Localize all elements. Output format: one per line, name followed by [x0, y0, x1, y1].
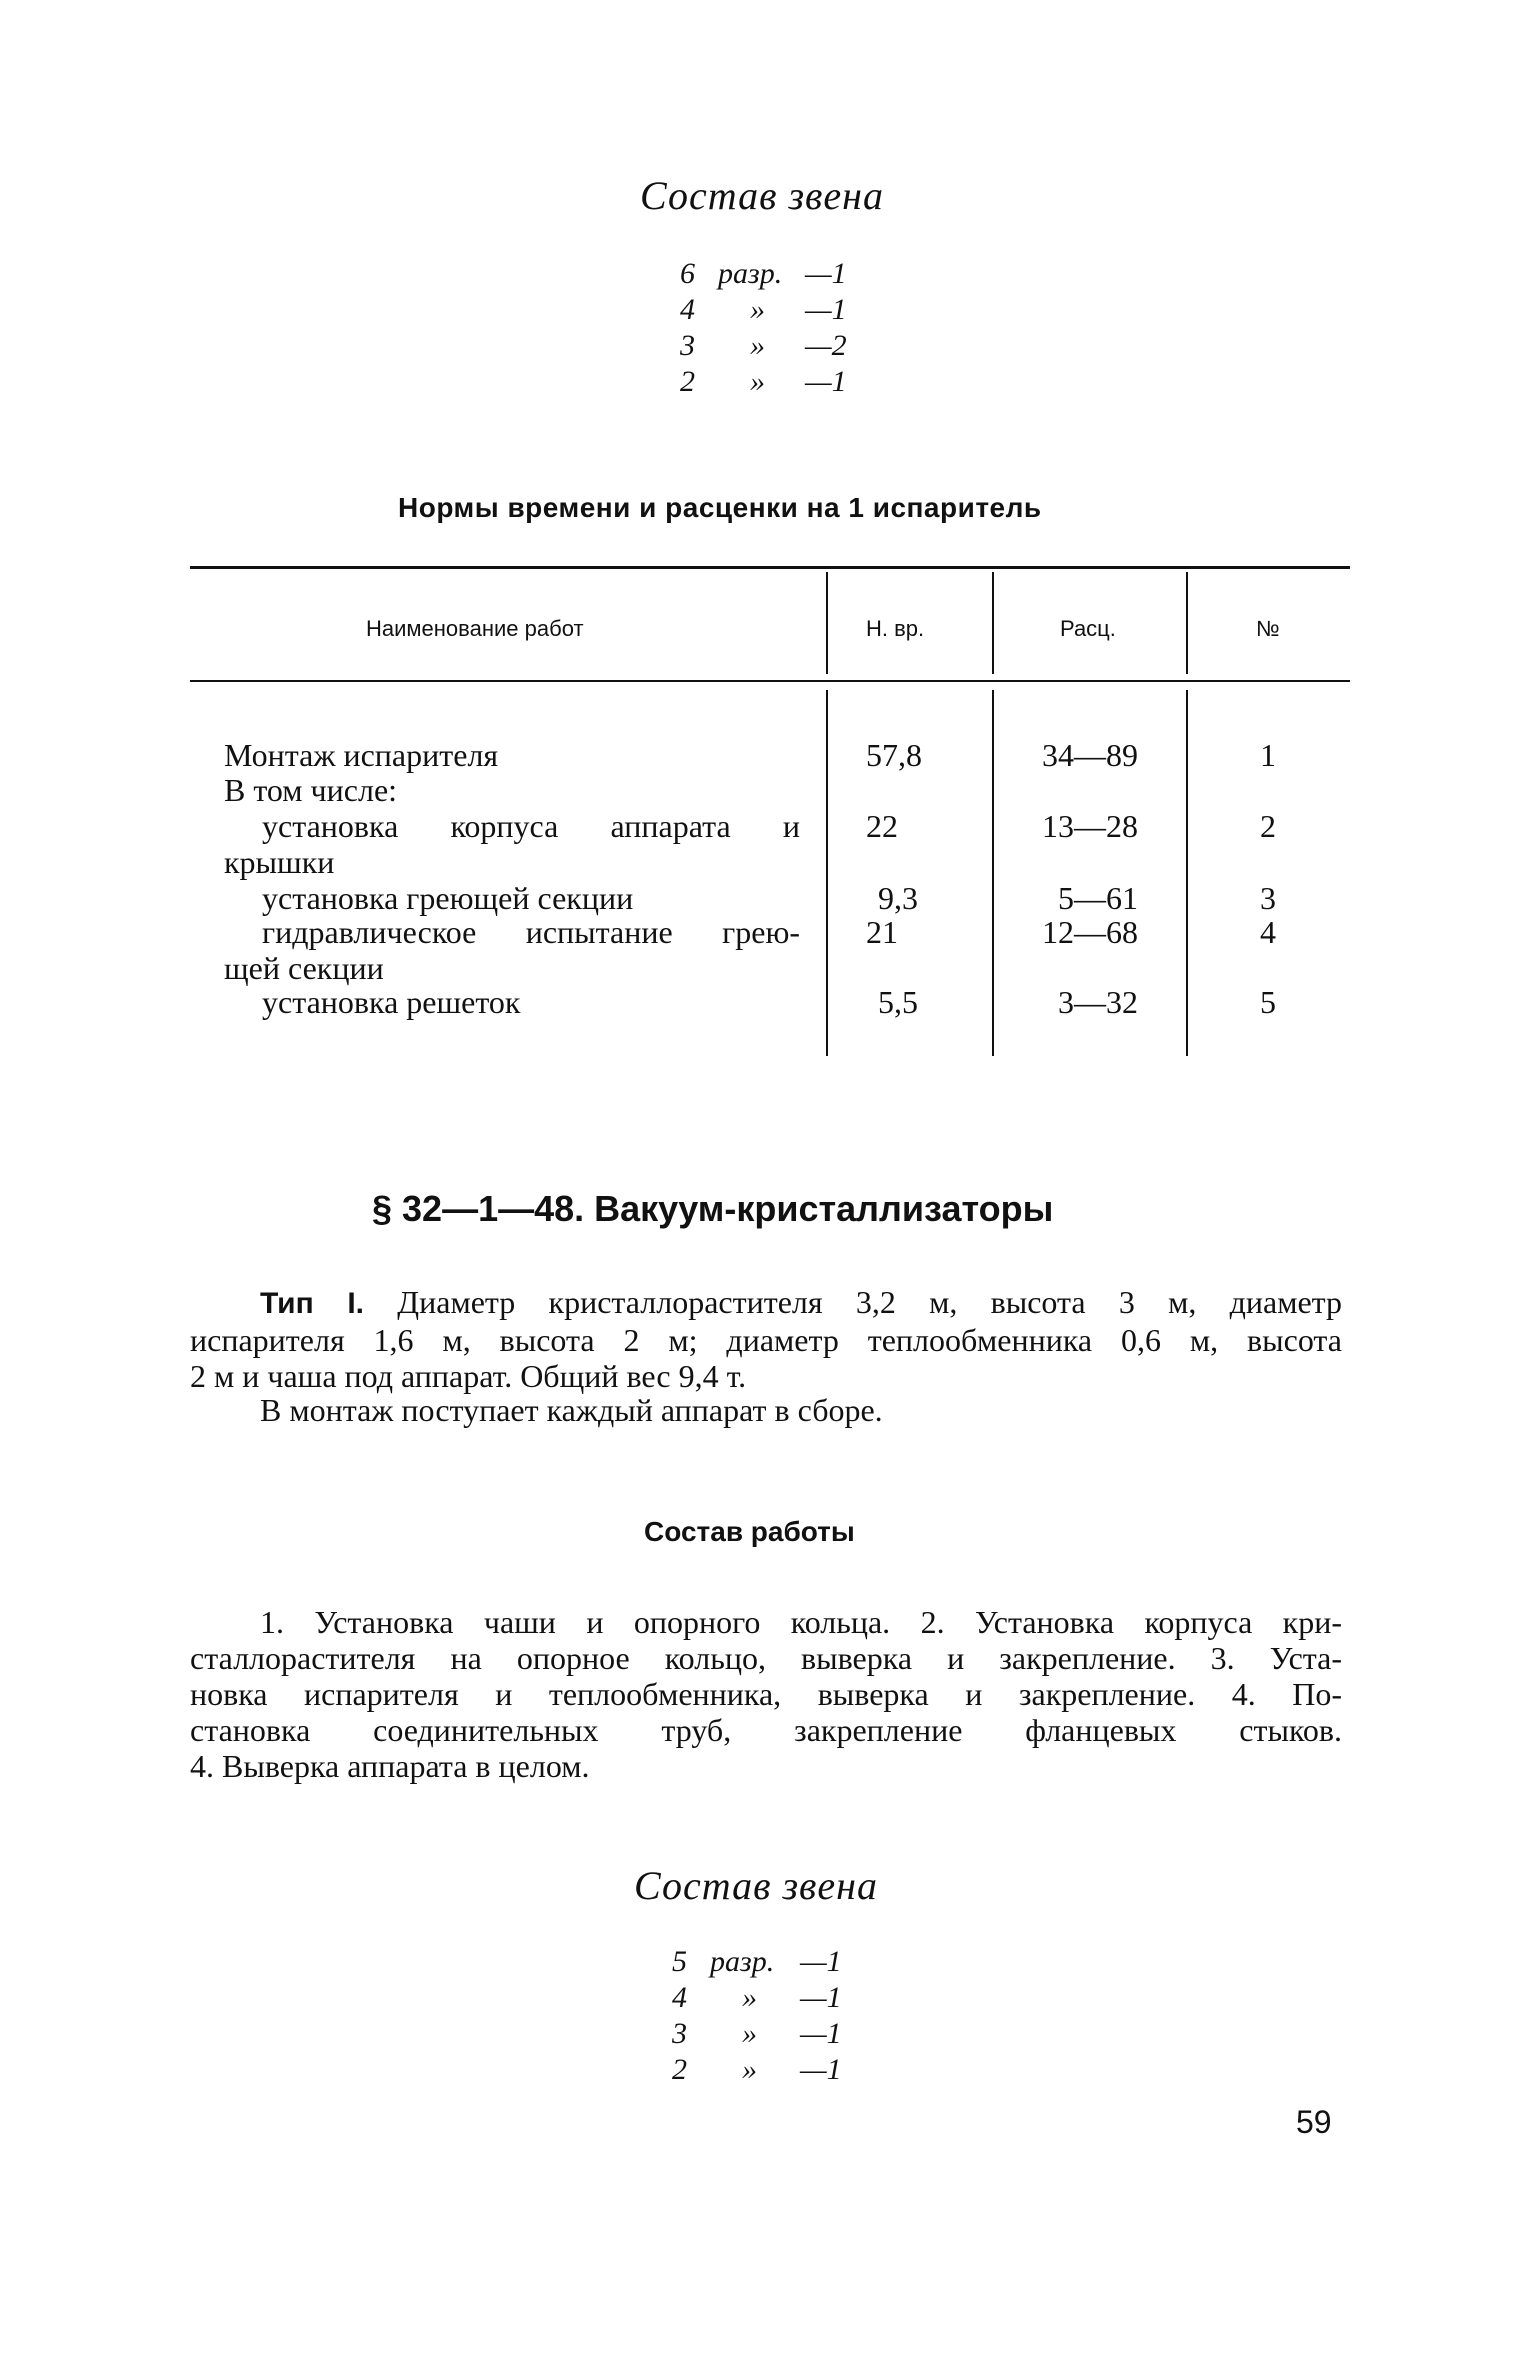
table-cell-name: гидравлическое испытание грею- [262, 914, 800, 950]
table-cell-name: установка греющей секции [262, 880, 634, 916]
table-cell-rate: 13—28 [1042, 808, 1138, 844]
type-label: Тип I. [260, 1287, 365, 1320]
table-cell-time: 9,3 [878, 880, 918, 916]
crew-title: Состав звена [640, 173, 885, 218]
table-divider [992, 572, 994, 674]
crew-title: Состав звена [634, 1863, 879, 1908]
table-cell-time: 22 [866, 808, 898, 844]
norms-title: Нормы времени и расценки на 1 испаритель [398, 492, 1042, 523]
work-line: сталлорастителя на опорное кольцо, выверка и закрепление. 3. Уста- [190, 1640, 1342, 1676]
table-cell-name: Монтаж испарителя [224, 737, 499, 773]
crew-unit: » [750, 365, 765, 398]
crew-count: —1 [800, 1981, 842, 2014]
work-title: Состав работы [644, 1516, 855, 1547]
column-header-name: Наименование работ [366, 616, 584, 641]
crew-grade: 2 [672, 2053, 687, 2086]
column-header-rate: Расц. [1060, 616, 1116, 641]
crew-grade: 3 [680, 329, 695, 362]
table-cell-rate: 12—68 [1042, 914, 1138, 950]
crew-count: —1 [800, 2053, 842, 2086]
work-line: новка испарителя и теплообменника, выверка и закрепление. 4. По- [190, 1676, 1342, 1712]
crew-grade: 2 [680, 365, 695, 398]
table-cell-rate: 3—32 [1058, 984, 1138, 1020]
work-line: 1. Установка чаши и опорного кольца. 2. Установка корпуса кри- [260, 1604, 1342, 1640]
table-divider [992, 690, 994, 1056]
table-cell-name: В том числе: [224, 772, 398, 808]
table-cell-time: 57,8 [866, 737, 922, 773]
crew-unit: » [742, 1981, 757, 2014]
table-cell-num: 5 [1260, 984, 1276, 1020]
table-cell-time: 21 [866, 914, 898, 950]
crew-count: —1 [805, 365, 847, 398]
table-divider [826, 572, 828, 674]
table-cell-num: 3 [1260, 880, 1276, 916]
crew-grade: 3 [672, 2017, 687, 2050]
type-line: испарителя 1,6 м, высота 2 м; диаметр теплообменника 0,6 м, высота [190, 1322, 1342, 1358]
table-top-rule [190, 566, 1350, 569]
table-divider [1186, 572, 1188, 674]
column-header-num: № [1256, 616, 1280, 641]
table-cell-name: установка решеток [262, 984, 521, 1020]
work-description [190, 1604, 1342, 1784]
page-number: 59 [1296, 2104, 1332, 2140]
crew-unit: разр. [710, 1945, 775, 1978]
table-cell-time: 5,5 [878, 984, 918, 1020]
column-header-time: Н. вр. [866, 616, 925, 641]
table-cell-num: 4 [1260, 914, 1276, 950]
crew-count: —2 [805, 329, 847, 362]
table-cell-rate: 34—89 [1042, 737, 1138, 773]
table-header-rule [190, 680, 1350, 682]
crew-count: —1 [800, 1945, 842, 1978]
crew-count: —1 [800, 2017, 842, 2050]
crew-unit: » [750, 329, 765, 362]
type-line: 2 м и чаша под аппарат. Общий вес 9,4 т. [190, 1358, 747, 1394]
type-text: Диаметр кристаллорастителя 3,2 м, высота 3 м, диаметр [397, 1284, 1343, 1320]
work-line: 4. Выверка аппарата в целом. [190, 1748, 590, 1784]
crew-grade: 4 [680, 293, 695, 326]
crew-unit: » [742, 2053, 757, 2086]
section-title: § 32—1—48. Вакуум-кристаллизаторы [372, 1188, 1054, 1229]
crew-unit: » [750, 293, 765, 326]
table-cell-name: крышки [224, 844, 335, 880]
type-description [190, 1284, 1342, 1394]
crew-grade: 4 [672, 1981, 687, 2014]
crew-count: —1 [805, 257, 847, 290]
table-divider [826, 690, 828, 1056]
crew-unit: разр. [718, 257, 783, 290]
table-cell-num: 1 [1260, 737, 1276, 773]
work-line: становка соединительных труб, закрепление фланцевых стыков. [190, 1712, 1342, 1748]
table-cell-name: щей секции [224, 950, 384, 986]
crew-unit: » [742, 2017, 757, 2050]
table-cell-num: 2 [1260, 808, 1276, 844]
type-line [190, 1284, 1342, 1322]
delivery-note: В монтаж поступает каждый аппарат в сборе. [260, 1392, 883, 1428]
table-cell-name: установка корпуса аппарата и [262, 808, 800, 844]
crew-count: —1 [805, 293, 847, 326]
crew-grade: 6 [680, 257, 695, 290]
table-divider [1186, 690, 1188, 1056]
table-cell-rate: 5—61 [1058, 880, 1138, 916]
crew-grade: 5 [672, 1945, 687, 1978]
